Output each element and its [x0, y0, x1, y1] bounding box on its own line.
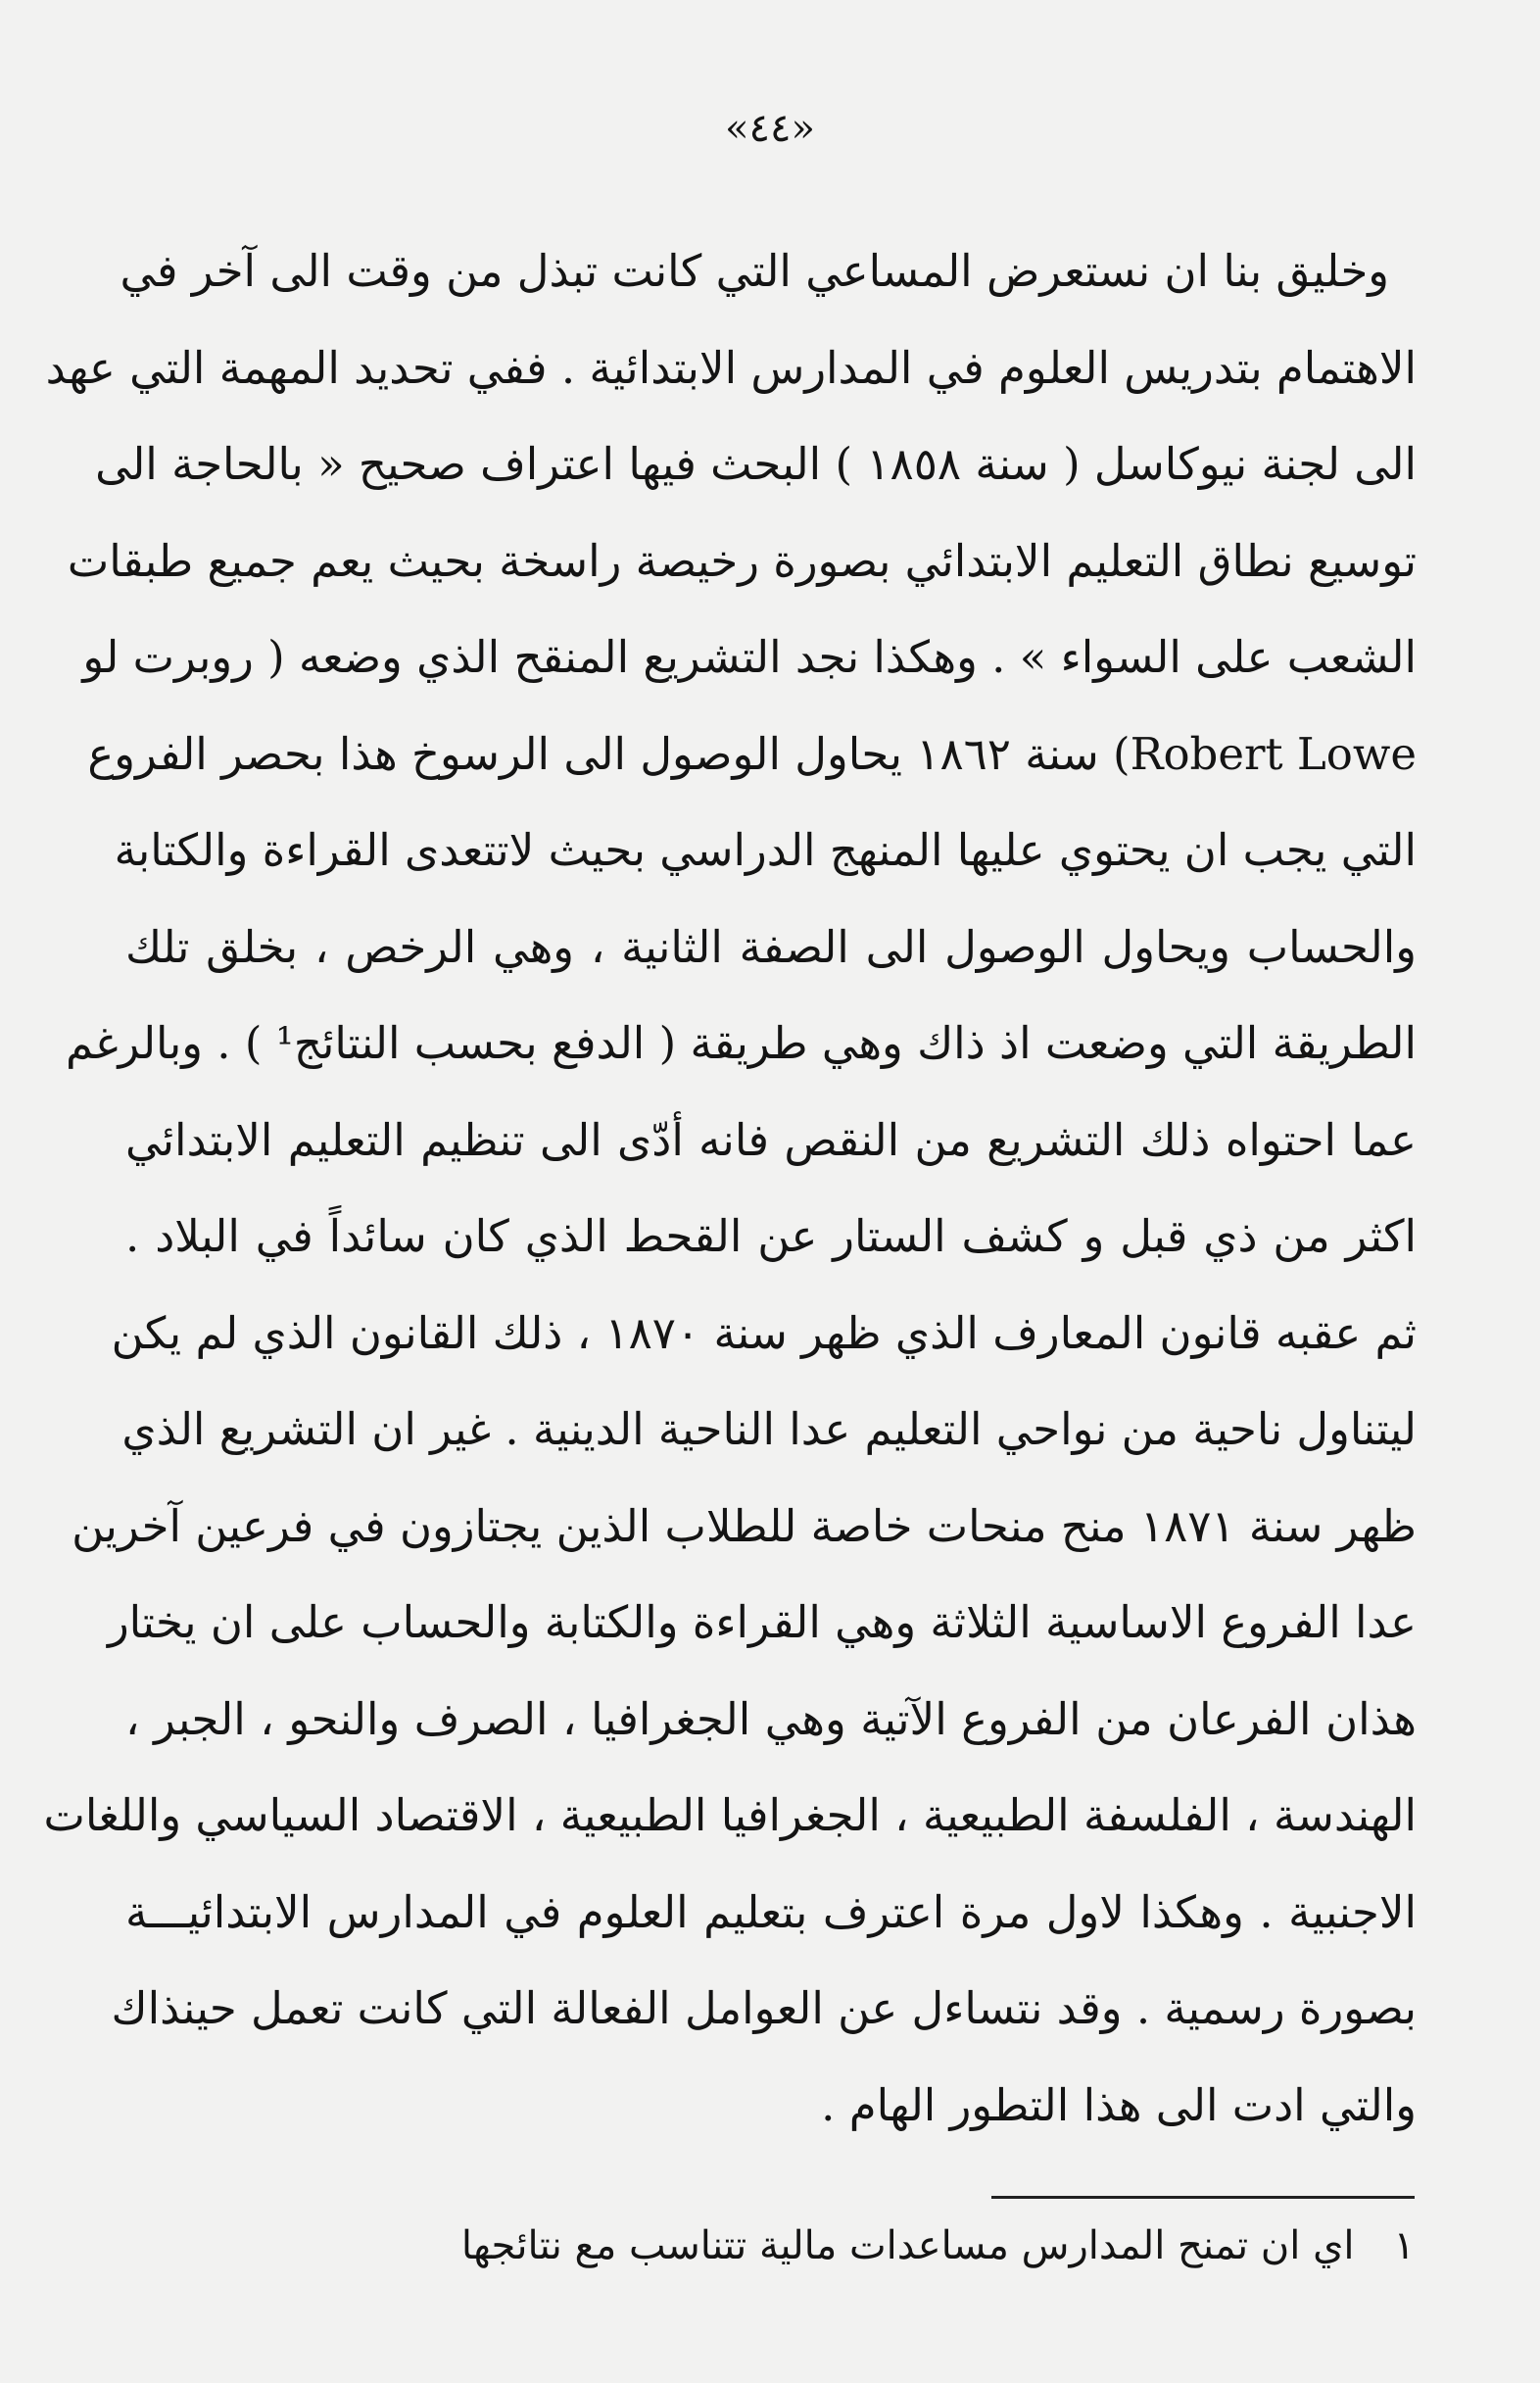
text-line: الهندسة ، الفلسفة الطبيعية ، الجغرافيا الطبيعية ، الاقتصاد السياسي واللغات	[43, 1789, 1417, 1841]
text-line: اكثر من ذي قبل و كشف الستار عن القحط الذي كان سائداً في البلاد .	[125, 1210, 1417, 1262]
text-line: وخليق بنا ان نستعرض المساعي التي كانت تبذل من وقت الى آخر في	[120, 245, 1389, 297]
text-line: الاجنبية . وهكذا لاول مرة اعترف بتعليم العلوم في المدارس الابتدائيـــة	[125, 1885, 1417, 1938]
text-line: الشعب على السواء » . وهكذا نجد التشريع المنقح الذي وضعه ( روبرت لو	[82, 631, 1417, 683]
text-line: ليتناول ناحية من نواحي التعليم عدا الناحية الدينية . غير ان التشريع الذي	[121, 1403, 1417, 1455]
page-number: «٤٤»	[725, 106, 815, 151]
text-line: الطريقة التي وضعت اذ ذاك وهي طريقة ( الدفع بحسب النتائج¹ ) . وبالرغم	[66, 1017, 1417, 1069]
text-line: ظهر سنة ١٨٧١ منح منحات خاصة للطلاب الذين يجتازون في فرعين آخرين	[72, 1499, 1417, 1552]
footnote-divider	[991, 2196, 1415, 2199]
footnote-text: اي ان تمنح المدارس مساعدات مالية تتناسب مع نتائجها	[460, 2223, 1355, 2268]
text-line: عدا الفروع الاساسية الثلاثة وهي القراءة والكتابة والحساب على ان يختار	[107, 1596, 1417, 1648]
text-line: عما احتواه ذلك التشريع من النقص فانه أدّى الى تنظيم التعليم الابتدائي	[125, 1113, 1417, 1166]
text-line: الاهتمام بتدريس العلوم في المدارس الابتدائية . ففي تحديد المهمة التي عهد	[45, 341, 1417, 394]
text-line: هذان الفرعان من الفروع الآتية وهي الجغرافيا ، الصرف والنحو ، الجبر ،	[125, 1692, 1417, 1745]
text-line: التي يجب ان يحتوي عليها المنهج الدراسي بحيث لاتتعدى القراءة والكتابة	[114, 824, 1417, 876]
body-paragraph	[43, 223, 1417, 2154]
text-line: توسيع نطاق التعليم الابتدائي بصورة رخيصة راسخة بحيث يعم جميع طبقات	[67, 534, 1417, 587]
text-line: والحساب ويحاول الوصول الى الصفة الثانية ، وهي الرخص ، بخلق تلك	[125, 920, 1417, 973]
footnote-marker: ١	[1393, 2223, 1415, 2268]
footnote	[123, 2216, 1415, 2275]
text-line: ثم عقبه قانون المعارف الذي ظهر سنة ١٨٧٠ ، ذلك القانون الذي لم يكن	[111, 1306, 1417, 1359]
text-line: Robert Lowe) سنة ١٨٦٢ يحاول الوصول الى الرسوخ هذا بحصر الفروع	[87, 727, 1417, 780]
text-line: الى لجنة نيوكاسل ( سنة ١٨٥٨ ) البحث فيها اعتراف صحيح « بالحاجة الى	[95, 438, 1417, 490]
text-line: بصورة رسمية . وقد نتساءل عن العوامل الفعالة التي كانت تعمل حينذاك	[111, 1982, 1417, 2034]
text-line: والتي ادت الى هذا التطور الهام .	[821, 2078, 1417, 2131]
